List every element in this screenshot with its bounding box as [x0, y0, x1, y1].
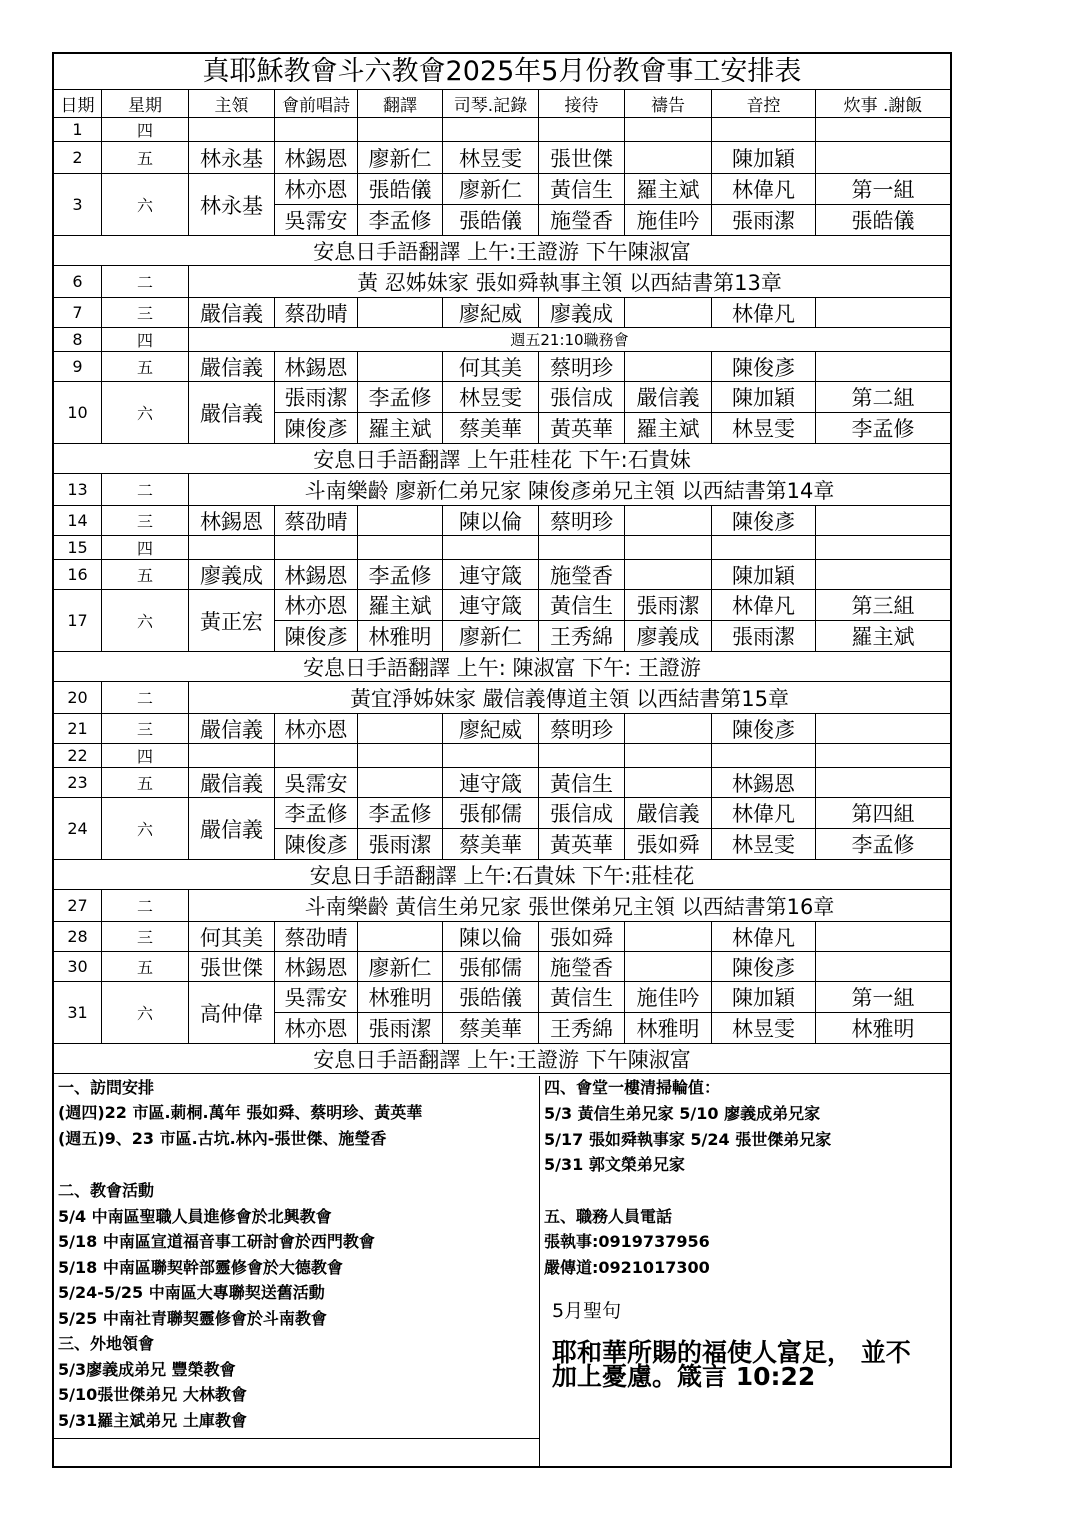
kitchen-cell: 第三組 — [816, 590, 950, 621]
header-cell: 炊事 .謝飯 — [816, 90, 950, 118]
date-cell: 7 — [54, 298, 102, 328]
kitchen-cell — [816, 506, 950, 536]
singer-cell: 林錫恩 — [275, 952, 358, 982]
prayer-cell — [625, 142, 712, 174]
leader-cell — [189, 536, 275, 560]
date-cell: 17 — [54, 590, 102, 652]
translate-cell — [358, 744, 443, 768]
usher-cell — [539, 744, 625, 768]
leader-cell — [189, 744, 275, 768]
event-cell: 週五21:10職務會 — [189, 328, 950, 352]
notes-left-line: 三、外地領會 — [58, 1334, 155, 1353]
piano-cell: 廖新仁 — [443, 174, 539, 205]
singer-cell: 陳俊彥 — [275, 413, 358, 444]
event-cell: 黃 忍姊妹家 張如舜執事主領 以西結書第13章 — [189, 266, 950, 298]
header-cell: 星期 — [102, 90, 189, 118]
sound-cell: 林偉凡 — [712, 798, 816, 829]
piano-cell: 林昱雯 — [443, 382, 539, 413]
piano-cell: 林昱雯 — [443, 142, 539, 174]
weekday-cell: 四 — [102, 118, 189, 142]
kitchen-cell: 李孟修 — [816, 829, 950, 860]
leader-cell: 張世傑 — [189, 952, 275, 982]
piano-cell: 廖紀威 — [443, 298, 539, 328]
piano-cell: 張皓儀 — [443, 982, 539, 1013]
date-cell: 9 — [54, 352, 102, 382]
notes-left-line: 5/3廖義成弟兄 豐榮教會 — [58, 1360, 236, 1379]
header-cell: 司琴.記錄 — [443, 90, 539, 118]
translate-cell — [358, 506, 443, 536]
leader-cell: 廖義成 — [189, 560, 275, 590]
translate-cell — [358, 298, 443, 328]
prayer-cell: 林雅明 — [625, 1013, 712, 1044]
weekday-cell: 五 — [102, 768, 189, 798]
singer-cell — [275, 118, 358, 142]
usher-cell: 王秀綿 — [539, 1013, 625, 1044]
leader-cell: 林永基 — [189, 142, 275, 174]
usher-cell: 蔡明珍 — [539, 714, 625, 744]
singer-cell: 吳霈安 — [275, 982, 358, 1013]
prayer-cell — [625, 714, 712, 744]
notes-left-line: 5/24-5/25 中南區大專聯契送舊活動 — [58, 1283, 325, 1302]
prayer-cell: 嚴信義 — [625, 798, 712, 829]
sound-cell — [712, 118, 816, 142]
notes-left-line: 5/31羅主斌弟兄 土庫教會 — [58, 1411, 247, 1430]
kitchen-cell — [816, 352, 950, 382]
schedule-frame — [52, 52, 952, 1468]
kitchen-cell — [816, 744, 950, 768]
sound-cell — [712, 744, 816, 768]
kitchen-cell: 李孟修 — [816, 413, 950, 444]
sound-cell: 林昱雯 — [712, 413, 816, 444]
usher-cell: 黃英華 — [539, 413, 625, 444]
header-cell: 翻譯 — [358, 90, 443, 118]
sabbath-note: 安息日手語翻譯 上午:石貴妹 下午:莊桂花 — [54, 860, 950, 890]
kitchen-cell — [816, 714, 950, 744]
translate-cell — [358, 714, 443, 744]
notes-right-line: 張執事:0919737956 — [544, 1232, 710, 1251]
sabbath-note: 安息日手語翻譯 上午莊桂花 下午:石貴妹 — [54, 444, 950, 474]
singer-cell: 蔡劭晴 — [275, 922, 358, 952]
header-cell: 主領 — [189, 90, 275, 118]
singer-cell — [275, 744, 358, 768]
singer-cell: 林亦恩 — [275, 590, 358, 621]
piano-cell: 廖新仁 — [443, 621, 539, 652]
usher-cell: 張如舜 — [539, 922, 625, 952]
weekday-cell: 二 — [102, 474, 189, 506]
translate-cell — [358, 352, 443, 382]
sabbath-note: 安息日手語翻譯 上午:王證游 下午陳淑富 — [54, 236, 950, 266]
weekday-cell: 三 — [102, 506, 189, 536]
usher-cell: 黃信生 — [539, 590, 625, 621]
notes-right-panel — [540, 1076, 950, 1466]
notes-right-line: 5/17 張如舜執事家 5/24 張世傑弟兄家 — [544, 1130, 832, 1149]
singer-cell: 林錫恩 — [275, 560, 358, 590]
translate-cell: 林雅明 — [358, 621, 443, 652]
piano-cell: 連守箴 — [443, 560, 539, 590]
sound-cell: 陳俊彥 — [712, 352, 816, 382]
date-cell: 10 — [54, 382, 102, 444]
singer-cell: 林亦恩 — [275, 1013, 358, 1044]
singer-cell: 吳霈安 — [275, 768, 358, 798]
prayer-cell: 廖義成 — [625, 621, 712, 652]
singer-cell: 林亦恩 — [275, 714, 358, 744]
sound-cell: 陳加穎 — [712, 382, 816, 413]
usher-cell: 張世傑 — [539, 142, 625, 174]
singer-cell: 李孟修 — [275, 798, 358, 829]
translate-cell: 林雅明 — [358, 982, 443, 1013]
page-title: 真耶穌教會斗六教會2025年5月份教會事工安排表 — [54, 54, 950, 90]
weekday-cell: 五 — [102, 142, 189, 174]
sound-cell: 林昱雯 — [712, 1013, 816, 1044]
weekday-cell: 二 — [102, 890, 189, 922]
kitchen-cell — [816, 768, 950, 798]
header-cell: 接待 — [539, 90, 625, 118]
weekday-cell: 二 — [102, 682, 189, 714]
singer-cell: 林錫恩 — [275, 352, 358, 382]
translate-cell: 廖新仁 — [358, 952, 443, 982]
verse-text: 耶和華所賜的福使人富足， 並不加上憂慮。箴言 10:22 — [552, 1338, 911, 1391]
date-cell: 15 — [54, 536, 102, 560]
kitchen-cell — [816, 118, 950, 142]
piano-cell — [443, 536, 539, 560]
weekday-cell: 六 — [102, 798, 189, 860]
usher-cell: 黃信生 — [539, 174, 625, 205]
kitchen-cell: 林雅明 — [816, 1013, 950, 1044]
leader-cell: 嚴信義 — [189, 382, 275, 444]
piano-cell: 蔡美華 — [443, 413, 539, 444]
usher-cell: 蔡明珍 — [539, 506, 625, 536]
leader-cell: 何其美 — [189, 922, 275, 952]
date-cell: 21 — [54, 714, 102, 744]
prayer-cell: 羅主斌 — [625, 413, 712, 444]
sabbath-note: 安息日手語翻譯 上午:王證游 下午陳淑富 — [54, 1044, 950, 1074]
event-cell: 斗南樂齡 黃信生弟兄家 張世傑弟兄主領 以西結書第16章 — [189, 890, 950, 922]
leader-cell: 嚴信義 — [189, 768, 275, 798]
usher-cell: 黃信生 — [539, 768, 625, 798]
prayer-cell — [625, 744, 712, 768]
usher-cell: 黃英華 — [539, 829, 625, 860]
date-cell: 30 — [54, 952, 102, 982]
usher-cell: 張信成 — [539, 798, 625, 829]
prayer-cell — [625, 118, 712, 142]
usher-cell — [539, 536, 625, 560]
notes-left-line: 5/4 中南區聖職人員進修會於北興教會 — [58, 1207, 332, 1226]
prayer-cell — [625, 952, 712, 982]
kitchen-cell: 第一組 — [816, 982, 950, 1013]
prayer-cell — [625, 768, 712, 798]
kitchen-cell: 第四組 — [816, 798, 950, 829]
translate-cell — [358, 536, 443, 560]
singer-cell: 吳霈安 — [275, 205, 358, 236]
date-cell: 20 — [54, 682, 102, 714]
date-cell: 3 — [54, 174, 102, 236]
kitchen-cell — [816, 142, 950, 174]
notes-left-line: 5/10張世傑弟兄 大林教會 — [58, 1385, 247, 1404]
weekday-cell: 四 — [102, 328, 189, 352]
sound-cell: 林偉凡 — [712, 590, 816, 621]
usher-cell: 施瑩香 — [539, 952, 625, 982]
divider — [54, 1438, 539, 1439]
prayer-cell: 嚴信義 — [625, 382, 712, 413]
prayer-cell — [625, 298, 712, 328]
singer-cell: 林錫恩 — [275, 142, 358, 174]
translate-cell: 廖新仁 — [358, 142, 443, 174]
prayer-cell: 施佳吟 — [625, 982, 712, 1013]
translate-cell: 羅主斌 — [358, 413, 443, 444]
date-cell: 24 — [54, 798, 102, 860]
prayer-cell: 施佳吟 — [625, 205, 712, 236]
piano-cell: 何其美 — [443, 352, 539, 382]
leader-cell: 嚴信義 — [189, 352, 275, 382]
leader-cell: 嚴信義 — [189, 798, 275, 860]
kitchen-cell: 羅主斌 — [816, 621, 950, 652]
leader-cell: 林永基 — [189, 174, 275, 236]
header-cell: 會前唱詩 — [275, 90, 358, 118]
piano-cell: 連守箴 — [443, 768, 539, 798]
translate-cell: 李孟修 — [358, 205, 443, 236]
kitchen-cell — [816, 536, 950, 560]
notes-right-line: 五、職務人員電話 — [544, 1207, 673, 1226]
prayer-cell — [625, 352, 712, 382]
sound-cell: 林偉凡 — [712, 174, 816, 205]
date-cell: 1 — [54, 118, 102, 142]
weekday-cell: 六 — [102, 174, 189, 236]
date-cell: 27 — [54, 890, 102, 922]
date-cell: 2 — [54, 142, 102, 174]
singer-cell: 蔡劭晴 — [275, 506, 358, 536]
header-cell: 音控 — [712, 90, 816, 118]
prayer-cell — [625, 536, 712, 560]
kitchen-cell — [816, 560, 950, 590]
piano-cell: 張皓儀 — [443, 205, 539, 236]
usher-cell: 張信成 — [539, 382, 625, 413]
piano-cell: 陳以倫 — [443, 922, 539, 952]
translate-cell: 李孟修 — [358, 560, 443, 590]
sound-cell: 陳俊彥 — [712, 506, 816, 536]
notes-left-panel — [54, 1076, 540, 1466]
usher-cell: 蔡明珍 — [539, 352, 625, 382]
translate-cell: 張雨潔 — [358, 1013, 443, 1044]
leader-cell: 黃正宏 — [189, 590, 275, 652]
sound-cell: 林錫恩 — [712, 768, 816, 798]
weekday-cell: 五 — [102, 560, 189, 590]
date-cell: 22 — [54, 744, 102, 768]
notes-right-line: 5/3 黃信生弟兄家 5/10 廖義成弟兄家 — [544, 1104, 821, 1123]
piano-cell: 陳以倫 — [443, 506, 539, 536]
sound-cell: 張雨潔 — [712, 205, 816, 236]
prayer-cell: 張雨潔 — [625, 590, 712, 621]
notes-right-line: 嚴傳道:0921017300 — [544, 1258, 710, 1277]
sound-cell: 陳加穎 — [712, 982, 816, 1013]
translate-cell: 張雨潔 — [358, 829, 443, 860]
header-cell: 日期 — [54, 90, 102, 118]
translate-cell: 李孟修 — [358, 382, 443, 413]
prayer-cell: 張如舜 — [625, 829, 712, 860]
date-cell: 14 — [54, 506, 102, 536]
piano-cell: 連守箴 — [443, 590, 539, 621]
singer-cell: 張雨潔 — [275, 382, 358, 413]
weekday-cell: 六 — [102, 590, 189, 652]
sound-cell: 林昱雯 — [712, 829, 816, 860]
usher-cell: 施瑩香 — [539, 205, 625, 236]
translate-cell: 張皓儀 — [358, 174, 443, 205]
kitchen-cell: 第二組 — [816, 382, 950, 413]
usher-cell: 黃信生 — [539, 982, 625, 1013]
notes-left-line: 5/25 中南社青聯契靈修會於斗南教會 — [58, 1309, 327, 1328]
weekday-cell: 三 — [102, 298, 189, 328]
singer-cell — [275, 536, 358, 560]
piano-cell: 蔡美華 — [443, 1013, 539, 1044]
notes-left-line: 一、訪問安排 — [58, 1078, 155, 1097]
weekday-cell: 三 — [102, 922, 189, 952]
prayer-cell — [625, 560, 712, 590]
sabbath-note: 安息日手語翻譯 上午: 陳淑富 下午: 王證游 — [54, 652, 950, 682]
piano-cell: 張郁儒 — [443, 952, 539, 982]
notes-left-line: (週四)22 市區.莿桐.萬年 張如舜、蔡明珍、黃英華 — [58, 1103, 423, 1122]
weekday-cell: 六 — [102, 982, 189, 1044]
piano-cell: 蔡美華 — [443, 829, 539, 860]
weekday-cell: 二 — [102, 266, 189, 298]
prayer-cell — [625, 922, 712, 952]
sound-cell — [712, 536, 816, 560]
usher-cell: 廖義成 — [539, 298, 625, 328]
sound-cell: 陳加穎 — [712, 142, 816, 174]
date-cell: 23 — [54, 768, 102, 798]
kitchen-cell — [816, 922, 950, 952]
date-cell: 16 — [54, 560, 102, 590]
sound-cell: 張雨潔 — [712, 621, 816, 652]
kitchen-cell: 張皓儀 — [816, 205, 950, 236]
weekday-cell: 四 — [102, 536, 189, 560]
notes-right-line: 5/31 郭文榮弟兄家 — [544, 1155, 685, 1174]
kitchen-cell: 第一組 — [816, 174, 950, 205]
notes-left-line: 5/18 中南區宣道福音事工研討會於西門教會 — [58, 1232, 375, 1251]
notes-left-line: 5/18 中南區聯契幹部靈修會於大德教會 — [58, 1258, 343, 1277]
weekday-cell: 五 — [102, 352, 189, 382]
weekday-cell: 四 — [102, 744, 189, 768]
translate-cell — [358, 118, 443, 142]
date-cell: 28 — [54, 922, 102, 952]
translate-cell: 李孟修 — [358, 798, 443, 829]
leader-cell: 林錫恩 — [189, 506, 275, 536]
notes-section — [54, 1076, 950, 1466]
sound-cell: 陳加穎 — [712, 560, 816, 590]
sound-cell: 林偉凡 — [712, 298, 816, 328]
weekday-cell: 三 — [102, 714, 189, 744]
sound-cell: 陳俊彥 — [712, 714, 816, 744]
usher-cell: 王秀綿 — [539, 621, 625, 652]
usher-cell — [539, 118, 625, 142]
singer-cell: 陳俊彥 — [275, 829, 358, 860]
leader-cell — [189, 118, 275, 142]
weekday-cell: 五 — [102, 952, 189, 982]
kitchen-cell — [816, 952, 950, 982]
singer-cell: 陳俊彥 — [275, 621, 358, 652]
verse-title: 5月聖句 — [552, 1300, 622, 1322]
notes-left-line: (週五)9、23 市區.古坑.林內-張世傑、施瑩香 — [58, 1129, 387, 1148]
translate-cell — [358, 768, 443, 798]
sound-cell: 陳俊彥 — [712, 952, 816, 982]
event-cell: 黃宜淨姊妹家 嚴信義傳道主領 以西結書第15章 — [189, 682, 950, 714]
kitchen-cell — [816, 298, 950, 328]
leader-cell: 嚴信義 — [189, 714, 275, 744]
date-cell: 31 — [54, 982, 102, 1044]
leader-cell: 嚴信義 — [189, 298, 275, 328]
usher-cell: 施瑩香 — [539, 560, 625, 590]
prayer-cell: 羅主斌 — [625, 174, 712, 205]
singer-cell: 林亦恩 — [275, 174, 358, 205]
date-cell: 8 — [54, 328, 102, 352]
leader-cell: 高仲偉 — [189, 982, 275, 1044]
notes-left-line: 二、教會活動 — [58, 1181, 155, 1200]
header-cell: 禱告 — [625, 90, 712, 118]
singer-cell: 蔡劭晴 — [275, 298, 358, 328]
piano-cell — [443, 118, 539, 142]
sound-cell: 林偉凡 — [712, 922, 816, 952]
weekday-cell: 六 — [102, 382, 189, 444]
event-cell: 斗南樂齡 廖新仁弟兄家 陳俊彥弟兄主領 以西結書第14章 — [189, 474, 950, 506]
translate-cell: 羅主斌 — [358, 590, 443, 621]
piano-cell — [443, 744, 539, 768]
piano-cell: 廖紀威 — [443, 714, 539, 744]
date-cell: 6 — [54, 266, 102, 298]
notes-right-line: 四、會堂一樓清掃輪值： — [544, 1078, 721, 1097]
piano-cell: 張郁儒 — [443, 798, 539, 829]
date-cell: 13 — [54, 474, 102, 506]
prayer-cell — [625, 506, 712, 536]
translate-cell — [358, 922, 443, 952]
